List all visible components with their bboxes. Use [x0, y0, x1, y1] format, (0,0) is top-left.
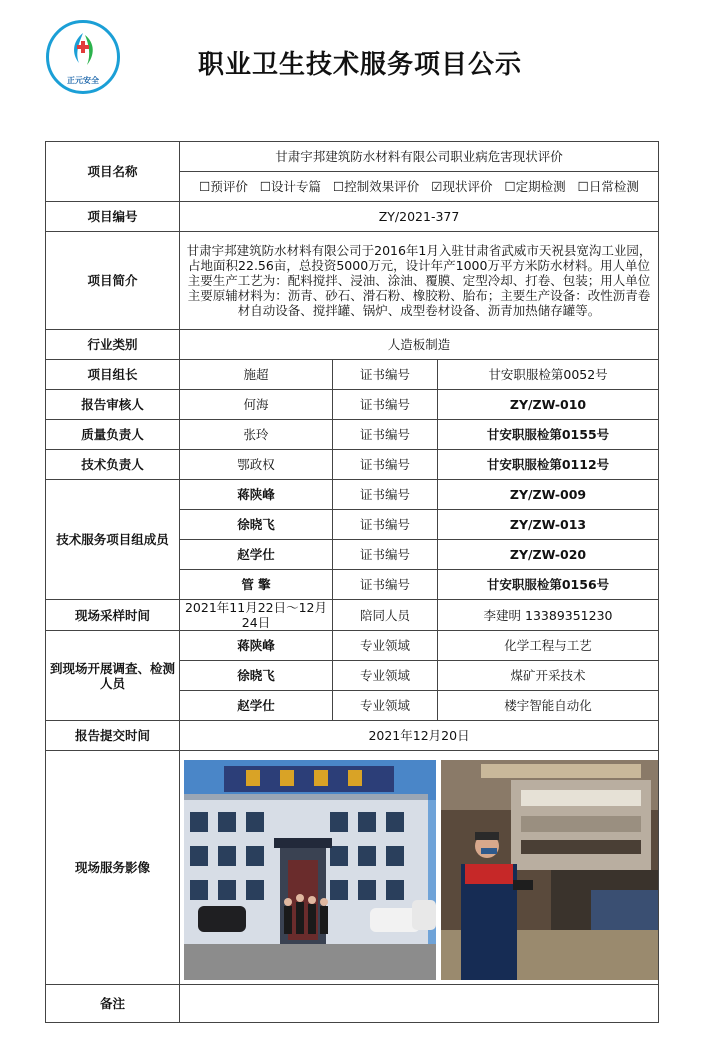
- table-row: [46, 390, 659, 420]
- industry-value: 人造板制造: [180, 330, 659, 360]
- survey-field: 煤矿开采技术: [438, 661, 659, 691]
- remarks-value: [180, 985, 659, 1023]
- project-intro-label: 项目简介: [46, 232, 180, 330]
- team-member-name: 蒋陕峰: [180, 480, 333, 510]
- staff-cert: 甘安职服检第0112号: [438, 450, 659, 480]
- table-row: [46, 480, 659, 510]
- table-row: [46, 721, 659, 751]
- sampling-time: 2021年11月22日～12月24日: [180, 600, 333, 631]
- survey-field-label: 专业领域: [333, 631, 438, 661]
- industry-label: 行业类别: [46, 330, 180, 360]
- staff-role: 项目组长: [46, 360, 180, 390]
- companion-value: 李建明 13389351230: [438, 600, 659, 631]
- page-title: 职业卫生技术服务项目公示: [197, 50, 522, 80]
- photos-label: 现场服务影像: [46, 751, 180, 985]
- table-row: [46, 202, 659, 232]
- project-number-label: 项目编号: [46, 202, 180, 232]
- staff-name: 张玲: [180, 420, 333, 450]
- table-row: [46, 631, 659, 661]
- survey-field-label: 专业领域: [333, 661, 438, 691]
- team-member-cert-label: 证书编号: [333, 480, 438, 510]
- logo-text: 正元安全: [67, 76, 99, 85]
- team-member-name: 徐晓飞: [180, 510, 333, 540]
- header: [0, 0, 720, 135]
- eval-type-status: ☑现状评价: [431, 179, 493, 194]
- team-member-cert: ZY/ZW-009: [438, 480, 659, 510]
- table-row: [46, 330, 659, 360]
- survey-field: 化学工程与工艺: [438, 631, 659, 661]
- site-photo-workshop: [441, 760, 658, 980]
- staff-cert-label: 证书编号: [333, 360, 438, 390]
- project-name-value: 甘肃宇邦建筑防水材料有限公司职业病危害现状评价: [180, 142, 659, 172]
- staff-cert: 甘安职服检第0052号: [438, 360, 659, 390]
- project-name-label: 项目名称: [46, 142, 180, 202]
- eval-type-checkboxes: [180, 172, 659, 202]
- project-info-table: [45, 141, 659, 1023]
- eval-type-periodic: ☐定期检测: [504, 179, 566, 194]
- table-row: [46, 751, 659, 985]
- submit-date: 2021年12月20日: [180, 721, 659, 751]
- table-row: [46, 142, 659, 172]
- staff-role: 质量负责人: [46, 420, 180, 450]
- staff-name: 何海: [180, 390, 333, 420]
- survey-member-name: 赵学仕: [180, 691, 333, 721]
- table-row: [46, 360, 659, 390]
- table-row: [46, 420, 659, 450]
- staff-cert: ZY/ZW-010: [438, 390, 659, 420]
- remarks-label: 备注: [46, 985, 180, 1023]
- team-member-name: 管 擎: [180, 570, 333, 600]
- submit-label: 报告提交时间: [46, 721, 180, 751]
- team-member-cert-label: 证书编号: [333, 570, 438, 600]
- project-intro-value: 甘肃宇邦建筑防水材料有限公司于2016年1月入驻甘肃省武威市天祝县宽沟工业园，占地面积22.56亩，总投资5000万元，设计年产1000万平方米防水材料。用人单位主要生产工艺为：配料搅拌、浸油、涂油、覆膜、定型冷却、打卷、包装；用人单位主要原辅材料为：沥青、砂石、滑石粉、橡胶粉、胎布；主要生产设备：改性沥青卷材自动设备、搅拌罐、锅炉、成型卷材设备、沥青加热储存罐等。: [180, 232, 659, 330]
- eval-type-daily: ☐日常检测: [577, 179, 639, 194]
- staff-name: 施超: [180, 360, 333, 390]
- team-label: 技术服务项目组成员: [46, 480, 180, 600]
- site-photo-building: [184, 760, 436, 980]
- team-member-name: 赵学仕: [180, 540, 333, 570]
- companion-label: 陪同人员: [333, 600, 438, 631]
- survey-member-name: 徐晓飞: [180, 661, 333, 691]
- staff-name: 鄂政权: [180, 450, 333, 480]
- eval-type-control: ☐控制效果评价: [333, 179, 420, 194]
- table-row: [46, 985, 659, 1023]
- team-member-cert-label: 证书编号: [333, 510, 438, 540]
- staff-cert-label: 证书编号: [333, 450, 438, 480]
- survey-label: 到现场开展调查、检测人员: [46, 631, 180, 721]
- eval-type-design: ☐设计专篇: [259, 179, 322, 194]
- survey-field-label: 专业领域: [333, 691, 438, 721]
- staff-cert-label: 证书编号: [333, 390, 438, 420]
- sampling-label: 现场采样时间: [46, 600, 180, 631]
- team-member-cert: ZY/ZW-013: [438, 510, 659, 540]
- staff-role: 报告审核人: [46, 390, 180, 420]
- team-member-cert: ZY/ZW-020: [438, 540, 659, 570]
- photos-cell: [180, 751, 659, 985]
- table-row: [46, 600, 659, 631]
- table-row: [46, 450, 659, 480]
- staff-role: 技术负责人: [46, 450, 180, 480]
- table-row: [46, 232, 659, 330]
- project-number-value: ZY/2021-377: [180, 202, 659, 232]
- eval-type-pre: ☐预评价: [199, 179, 248, 194]
- team-member-cert: 甘安职服检第0156号: [438, 570, 659, 600]
- staff-cert: 甘安职服检第0155号: [438, 420, 659, 450]
- staff-cert-label: 证书编号: [333, 420, 438, 450]
- survey-field: 楼宇智能自动化: [438, 691, 659, 721]
- team-member-cert-label: 证书编号: [333, 540, 438, 570]
- survey-member-name: 蒋陕峰: [180, 631, 333, 661]
